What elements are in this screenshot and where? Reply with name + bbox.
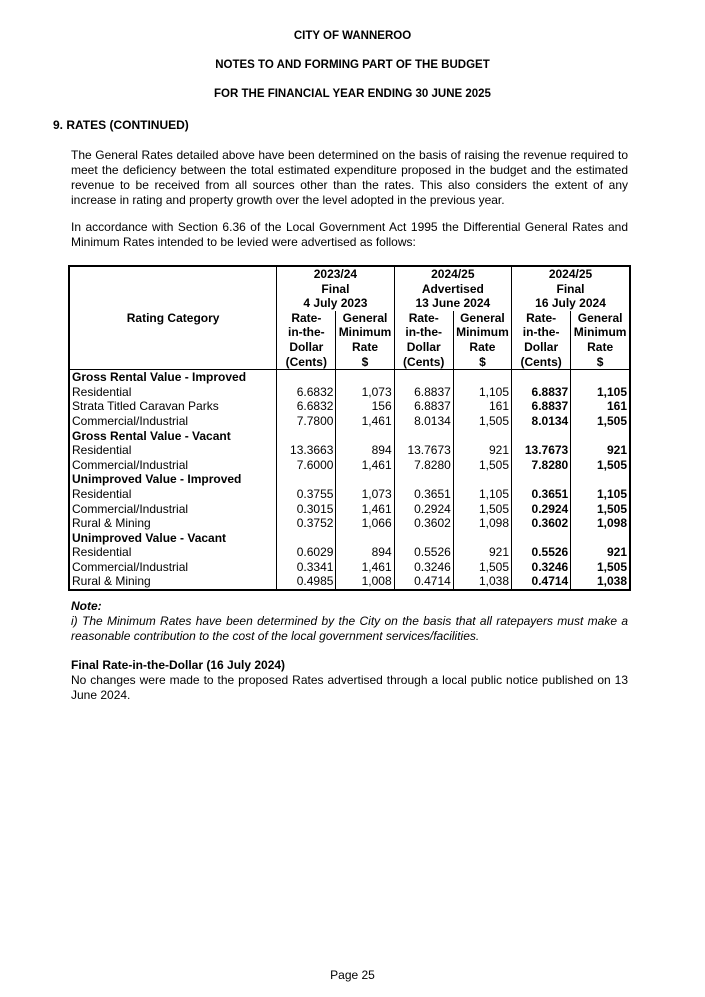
cell: 0.5526	[394, 545, 453, 560]
table-row	[69, 458, 630, 473]
cell: 894	[336, 443, 394, 458]
cell: 0.4714	[394, 574, 453, 590]
cell: 1,105	[453, 487, 511, 502]
cell: 0.3752	[277, 516, 336, 531]
min-header: $	[336, 355, 394, 370]
cell: 0.3246	[512, 560, 571, 575]
cell: 1,105	[453, 385, 511, 400]
group-2-year: 2024/25	[394, 266, 511, 282]
cell: 6.6832	[277, 399, 336, 414]
cell: 0.3651	[512, 487, 571, 502]
cell: 1,505	[453, 502, 511, 517]
cell: 7.8280	[394, 458, 453, 473]
rate-header: in-the-	[512, 325, 571, 340]
cell: 1,505	[571, 560, 630, 575]
document-title: NOTES TO AND FORMING PART OF THE BUDGET	[215, 59, 490, 71]
group-1-date: 4 July 2023	[277, 296, 394, 311]
row-category: Rural & Mining	[72, 574, 151, 589]
group-3-status: Final	[512, 282, 630, 297]
cell: 1,008	[336, 574, 394, 590]
cell: 0.2924	[512, 502, 571, 517]
cell: 0.6029	[277, 545, 336, 560]
table-row	[69, 545, 630, 560]
row-category: Commercial/Industrial	[72, 559, 189, 574]
cell: 8.0134	[394, 414, 453, 429]
rating-category-header: Rating Category	[126, 310, 220, 325]
min-header: Rate	[571, 340, 630, 355]
document-subtitle: FOR THE FINANCIAL YEAR ENDING 30 JUNE 2025	[214, 88, 491, 100]
cell: 1,461	[336, 502, 394, 517]
cell: 6.8837	[512, 385, 571, 400]
cell: 1,073	[336, 487, 394, 502]
table-row	[69, 487, 630, 502]
min-header: Rate	[336, 340, 394, 355]
group-heading: Gross Rental Value - Vacant	[72, 428, 231, 443]
rate-header: Rate-	[277, 311, 336, 326]
group-1-status: Final	[277, 282, 394, 297]
cell: 921	[571, 443, 630, 458]
cell: 894	[336, 545, 394, 560]
cell: 6.8837	[394, 385, 453, 400]
group-3-date: 16 July 2024	[512, 296, 630, 311]
cell: 0.2924	[394, 502, 453, 517]
cell: 1,066	[336, 516, 394, 531]
cell: 1,505	[571, 502, 630, 517]
section-title: RATES (CONTINUED)	[66, 118, 189, 132]
cell: 921	[453, 443, 511, 458]
cell: 1,461	[336, 414, 394, 429]
cell: 0.3602	[394, 516, 453, 531]
page-number: Page 25	[330, 968, 375, 982]
table-row	[69, 574, 630, 590]
section-heading	[53, 118, 189, 132]
cell: 1,098	[453, 516, 511, 531]
cell: 0.3651	[394, 487, 453, 502]
section-number: 9.	[53, 118, 64, 132]
cell: 0.3755	[277, 487, 336, 502]
rate-header: Dollar	[277, 340, 336, 355]
final-rate-heading: Final Rate-in-the-Dollar (16 July 2024)	[71, 658, 286, 672]
cell: 0.3341	[277, 560, 336, 575]
min-header: General	[571, 311, 630, 326]
row-category: Residential	[72, 384, 132, 399]
row-category: Residential	[72, 545, 132, 560]
cell: 13.7673	[512, 443, 571, 458]
rate-header: Rate-	[394, 311, 453, 326]
cell: 1,505	[453, 414, 511, 429]
cell: 1,505	[453, 560, 511, 575]
table-row	[69, 502, 630, 517]
cell: 1,105	[571, 385, 630, 400]
rate-header: Rate-	[512, 311, 571, 326]
paragraph-2: In accordance with Section 6.36 of the Local Government Act 1995 the Differential General Rates and Minimum Rates intended to be levied were advertised as follows:	[71, 220, 628, 249]
min-header: General	[336, 311, 394, 326]
cell: 1,098	[571, 516, 630, 531]
rate-header: (Cents)	[277, 355, 336, 370]
group-heading: Unimproved Value - Vacant	[72, 530, 227, 545]
cell: 7.7800	[277, 414, 336, 429]
cell: 161	[571, 399, 630, 414]
cell: 6.8837	[394, 399, 453, 414]
cell: 1,073	[336, 385, 394, 400]
org-name: CITY OF WANNEROO	[293, 30, 412, 42]
rate-header: in-the-	[277, 325, 336, 340]
cell: 8.0134	[512, 414, 571, 429]
cell: 0.3015	[277, 502, 336, 517]
min-header: Minimum	[571, 325, 630, 340]
cell: 0.5526	[512, 545, 571, 560]
final-rate-text: No changes were made to the proposed Rates advertised through a local public notice published on 13 June 2024.	[71, 673, 628, 702]
cell: 1,505	[571, 458, 630, 473]
cell: 6.6832	[277, 385, 336, 400]
cell: 13.3663	[277, 443, 336, 458]
rate-header: Dollar	[512, 340, 571, 355]
row-category: Strata Titled Caravan Parks	[72, 399, 219, 414]
cell: 0.3246	[394, 560, 453, 575]
min-header: Minimum	[453, 325, 511, 340]
table-row	[69, 385, 630, 400]
table-row	[69, 443, 630, 458]
min-header: General	[453, 311, 511, 326]
group-heading: Unimproved Value - Improved	[72, 472, 242, 487]
cell: 0.3602	[512, 516, 571, 531]
group-3-year: 2024/25	[512, 266, 630, 282]
cell: 1,038	[571, 574, 630, 590]
rate-header: Dollar	[394, 340, 453, 355]
min-header: Minimum	[336, 325, 394, 340]
cell: 1,105	[571, 487, 630, 502]
row-category: Commercial/Industrial	[72, 457, 189, 472]
row-category: Rural & Mining	[72, 516, 151, 531]
rate-header: in-the-	[394, 325, 453, 340]
note-label: Note:	[71, 599, 102, 613]
group-heading: Gross Rental Value - Improved	[69, 370, 277, 385]
cell: 1,505	[453, 458, 511, 473]
group-1-year: 2023/24	[277, 266, 394, 282]
cell: 0.4985	[277, 574, 336, 590]
table-row	[69, 516, 630, 531]
group-2-date: 13 June 2024	[394, 296, 511, 311]
table-row	[69, 560, 630, 575]
cell: 1,461	[336, 560, 394, 575]
row-category: Commercial/Industrial	[72, 501, 189, 516]
cell: 161	[453, 399, 511, 414]
paragraph-1: The General Rates detailed above have been determined on the basis of raising the revenue required to meet the deficiency between the total estimated expenditure proposed in the budget and the estimated revenue to be received from all sources other than the rates. This also considers the extent of any increase in rating and property growth over the level adopted in the previous year.	[71, 148, 628, 207]
min-header: Rate	[453, 340, 511, 355]
cell: 156	[336, 399, 394, 414]
min-header: $	[571, 355, 630, 370]
rate-header: (Cents)	[512, 355, 571, 370]
rate-header: (Cents)	[394, 355, 453, 370]
cell: 1,038	[453, 574, 511, 590]
cell: 7.6000	[277, 458, 336, 473]
cell: 0.4714	[512, 574, 571, 590]
note-text: i) The Minimum Rates have been determined by the City on the basis that all ratepayers must make a reasonable contribution to the cost of the local government services/facilities.	[71, 614, 628, 643]
rates-table	[68, 265, 631, 591]
group-2-status: Advertised	[394, 282, 511, 297]
cell: 13.7673	[394, 443, 453, 458]
cell: 1,461	[336, 458, 394, 473]
table-row	[69, 399, 630, 414]
row-category: Commercial/Industrial	[72, 413, 189, 428]
min-header: $	[453, 355, 511, 370]
table-row	[69, 414, 630, 429]
cell: 1,505	[571, 414, 630, 429]
cell: 921	[453, 545, 511, 560]
row-category: Residential	[72, 443, 132, 458]
row-category: Residential	[72, 486, 132, 501]
cell: 7.8280	[512, 458, 571, 473]
cell: 6.8837	[512, 399, 571, 414]
cell: 921	[571, 545, 630, 560]
